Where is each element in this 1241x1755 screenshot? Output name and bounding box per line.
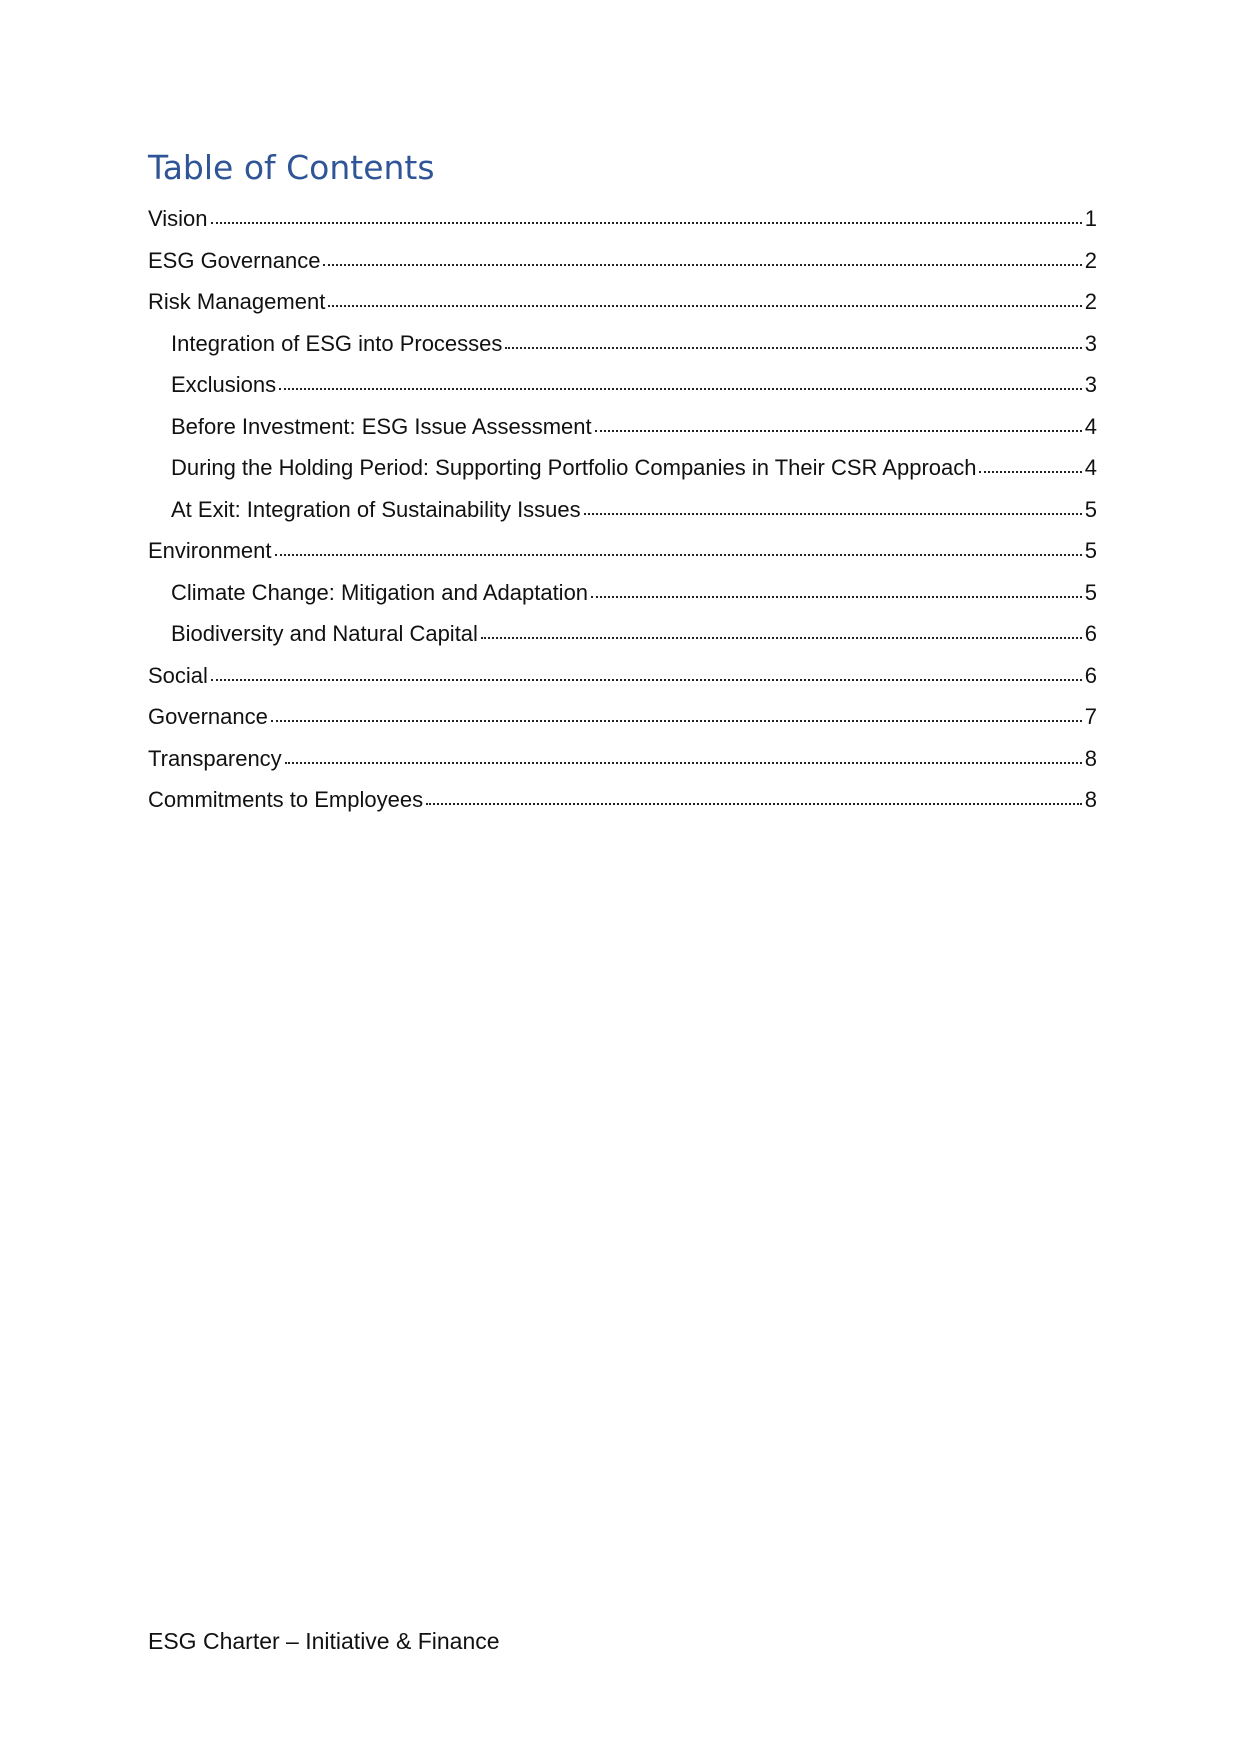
toc-entry-label: Before Investment: ESG Issue Assessment [171, 413, 592, 439]
toc-entry-page: 2 [1084, 289, 1097, 314]
toc-entry-transparency[interactable] [148, 738, 1097, 780]
toc-entry-page: 8 [1084, 745, 1097, 771]
toc-entry-label: Integration of ESG into Processes [171, 330, 503, 356]
toc-entry-climate-change[interactable] [148, 572, 1097, 614]
table-of-contents [148, 198, 1097, 821]
toc-entry-page: 3 [1084, 330, 1097, 356]
toc-entry-page: 4 [1084, 413, 1097, 439]
toc-entry-page: 6 [1084, 662, 1097, 688]
toc-entry-page: 7 [1084, 704, 1097, 729]
toc-entry-label: Commitments to Employees [148, 787, 424, 812]
toc-entry-environment[interactable] [148, 530, 1097, 572]
toc-entry-governance[interactable] [148, 696, 1097, 738]
toc-entry-before-investment[interactable] [148, 406, 1097, 448]
toc-entry-label: Vision [148, 206, 208, 231]
toc-entry-page: 5 [1084, 579, 1097, 605]
toc-entry-page: 5 [1084, 496, 1097, 522]
toc-entry-page: 1 [1084, 206, 1097, 231]
dot-leader [591, 595, 1082, 598]
page-footer: ESG Charter – Initiative & Finance [148, 1628, 500, 1654]
toc-entry-label: ESG Governance [148, 247, 321, 273]
toc-entry-integration-of-esg[interactable] [148, 323, 1097, 365]
toc-entry-esg-governance[interactable] [148, 240, 1097, 282]
toc-entry-label: Governance [148, 704, 268, 729]
toc-entry-label: Biodiversity and Natural Capital [171, 621, 478, 646]
toc-entry-page: 4 [1084, 455, 1097, 480]
toc-entry-label: At Exit: Integration of Sustainability Issues [171, 496, 581, 522]
dot-leader [595, 429, 1082, 432]
toc-entry-page: 5 [1084, 538, 1097, 563]
toc-entry-label: Risk Management [148, 289, 326, 314]
toc-entry-label: Exclusions [171, 372, 277, 397]
toc-entry-page: 6 [1084, 621, 1097, 646]
toc-entry-social[interactable] [148, 655, 1097, 697]
toc-entry-label: Environment [148, 538, 272, 563]
toc-entry-exclusions[interactable] [148, 364, 1097, 406]
dot-leader [285, 761, 1082, 764]
dot-leader [505, 346, 1081, 349]
dot-leader [279, 387, 1082, 390]
toc-entry-biodiversity[interactable] [148, 613, 1097, 655]
toc-entry-vision[interactable] [148, 198, 1097, 240]
dot-leader [584, 512, 1082, 515]
toc-entry-at-exit[interactable] [148, 489, 1097, 531]
toc-entry-page: 2 [1084, 247, 1097, 273]
dot-leader [211, 221, 1082, 224]
dot-leader [328, 304, 1081, 307]
toc-entry-page: 8 [1084, 787, 1097, 812]
dot-leader [275, 553, 1082, 556]
toc-entry-commitments-to-employees[interactable] [148, 779, 1097, 821]
dot-leader [323, 263, 1081, 266]
toc-entry-label: Climate Change: Mitigation and Adaptation [171, 579, 589, 605]
dot-leader [979, 470, 1081, 473]
toc-entry-label: During the Holding Period: Supporting Portfolio Companies in Their CSR Approach [171, 455, 977, 480]
toc-entry-label: Social [148, 662, 208, 688]
toc-entry-risk-management[interactable] [148, 281, 1097, 323]
dot-leader [426, 802, 1082, 805]
toc-entry-during-holding-period[interactable] [148, 447, 1097, 489]
toc-entry-label: Transparency [148, 745, 282, 771]
dot-leader [211, 678, 1082, 681]
toc-entry-page: 3 [1084, 372, 1097, 397]
page-title: Table of Contents [148, 148, 435, 187]
dot-leader [481, 636, 1082, 639]
dot-leader [271, 719, 1082, 722]
